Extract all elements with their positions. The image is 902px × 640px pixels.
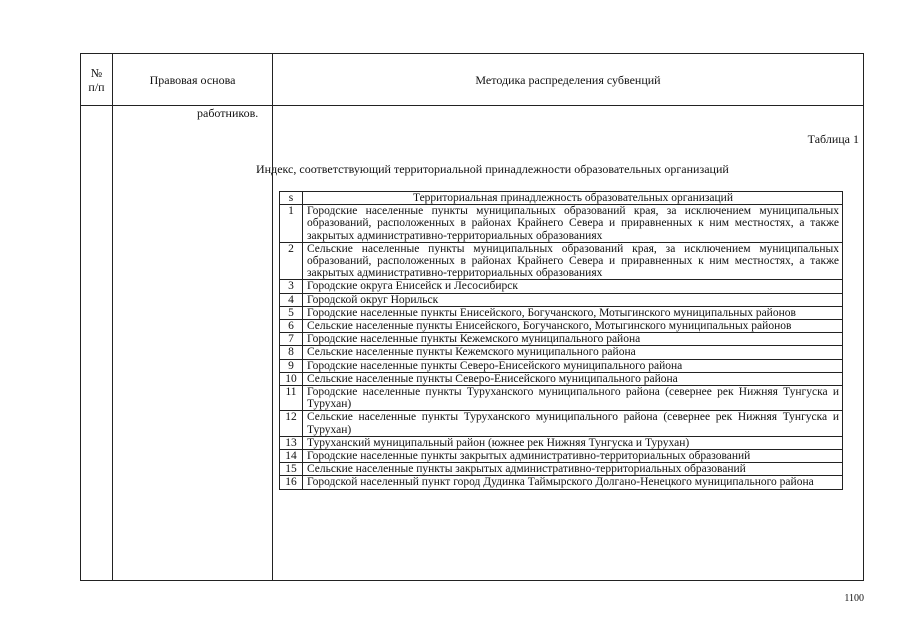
continuation-text: работников. [197,106,259,120]
table-row [280,476,843,489]
row-index: 1 [280,205,303,243]
row-territory: Городские населенные пункты Енисейского, Богучанского, Мотыгинского муниципальных районов [303,306,843,319]
table-row [280,280,843,293]
row-territory: Сельские населенные пункты Кежемского муниципального района [303,346,843,359]
row-index: 4 [280,293,303,306]
row-territory: Городские населенные пункты Северо-Енисейского муниципального района [303,359,843,372]
table-row [280,306,843,319]
row-territory: Городские населенные пункты муниципальных образований края, за исключением муниципальных образований, расположенных в районах Крайнего Севера и приравненных к ним местностях, а также закрытых административно-территориальных образованиях [303,205,843,243]
table-row [280,463,843,476]
row-index: 9 [280,359,303,372]
territory-index-table [279,191,843,490]
row-territory: Туруханский муниципальный район (южнее рек Нижняя Тунгуска и Турухан) [303,436,843,449]
table-row [280,411,843,436]
page-number: 1100 [844,593,864,604]
header-legal-basis: Правовая основа [149,72,236,87]
table-row [280,386,843,411]
row-territory: Сельские населенные пункты Северо-Енисейского муниципального района [303,372,843,385]
row-territory: Сельские населенные пункты закрытых административно-территориальных образований [303,463,843,476]
row-index: 8 [280,346,303,359]
row-territory: Городской населенный пункт город Дудинка Таймырского Долгано-Ненецкого муниципального района [303,476,843,489]
row-territory: Сельские населенные пункты муниципальных образований края, за исключением муниципальных образований, расположенных в районах Крайнего Севера и приравненных к ним местностях, а также закрытых административно-территориальных образованиях [303,242,843,280]
table-row [280,359,843,372]
table-title: Индекс, соответствующий территориальной принадлежности образовательных организаций [256,162,729,176]
table-row [280,346,843,359]
table-row [280,333,843,346]
table-row [280,320,843,333]
row-territory: Городской округ Норильск [303,293,843,306]
row-index: 13 [280,436,303,449]
row-index: 2 [280,242,303,280]
row-index: 6 [280,320,303,333]
row-territory: Городские округа Енисейск и Лесосибирск [303,280,843,293]
table-row [280,372,843,385]
table-header-row [280,192,843,205]
table-row [280,436,843,449]
row-index: 3 [280,280,303,293]
table-row [280,293,843,306]
table-row [280,205,843,243]
header-index: s [280,192,303,205]
header-number: № п/п [88,65,105,94]
row-index: 12 [280,411,303,436]
header-methodology: Методика распределения субвенций [475,72,661,87]
table-caption: Таблица 1 [807,132,859,146]
row-index: 5 [280,306,303,319]
header-territory: Территориальная принадлежность образовательных организаций [303,192,843,205]
column-divider [272,54,273,580]
row-territory: Городские населенные пункты закрытых административно-территориальных образований [303,450,843,463]
table-row [280,450,843,463]
row-territory: Городские населенные пункты Туруханского муниципального района (севернее рек Нижняя Тунгуска и Турухан) [303,386,843,411]
row-index: 11 [280,386,303,411]
row-index: 10 [280,372,303,385]
row-territory: Сельские населенные пункты Туруханского муниципального района (севернее рек Нижняя Тунгуска и Турухан) [303,411,843,436]
column-divider [112,54,113,580]
row-index: 16 [280,476,303,489]
table-row [280,242,843,280]
row-index: 15 [280,463,303,476]
row-territory: Сельские населенные пункты Енисейского, Богучанского, Мотыгинского муниципальных районов [303,320,843,333]
row-index: 14 [280,450,303,463]
row-index: 7 [280,333,303,346]
row-territory: Городские населенные пункты Кежемского муниципального района [303,333,843,346]
